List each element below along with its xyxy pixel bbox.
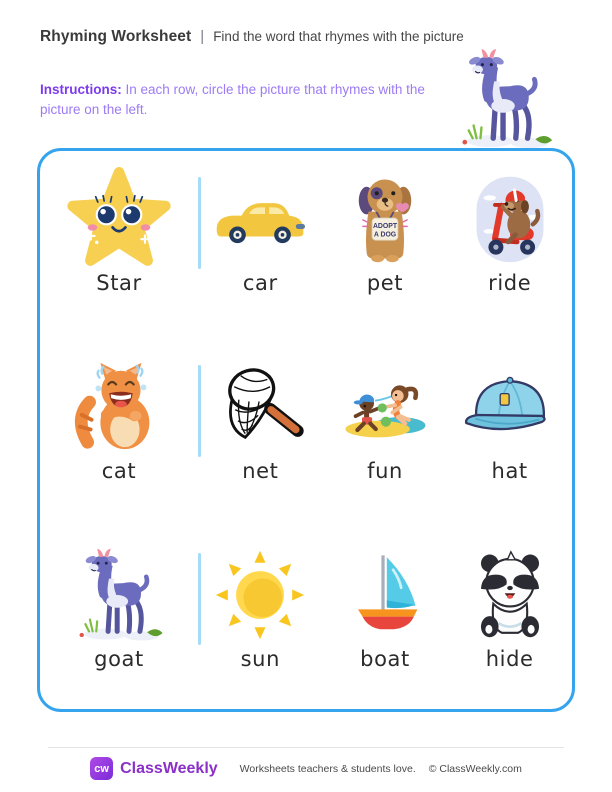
page-footer [48,747,564,780]
page-subtitle: Find the word that rhymes with the picture [213,29,464,44]
option-cell-hide[interactable] [447,549,572,715]
option-word: ride [488,271,532,295]
option-word: fun [367,459,403,483]
kids-playing-icon [339,368,431,446]
instructions-label: Instructions: [40,82,122,97]
instructions-text: In each row, circle the picture that rhymes with the picture on the left. [40,82,425,117]
option-cell-net[interactable] [198,361,323,527]
option-cell-sun[interactable] [198,549,323,715]
option-cell-ride[interactable] [447,173,572,339]
worksheet-grid [37,148,575,712]
rhyme-row-1 [40,151,572,339]
footer-copyright: © ClassWeekly.com [428,762,522,775]
rhyme-row-2 [40,339,572,527]
footer-tagline: Worksheets teachers & students love. [239,762,416,775]
prompt-cell-star [40,173,198,339]
svg-text:A DOG: A DOG [373,231,397,239]
svg-text:ADOPT: ADOPT [372,223,398,231]
butterfly-net-icon [214,361,306,453]
worksheet-header [40,28,464,46]
adopt-dog-icon [339,171,431,267]
cat-icon [70,358,168,456]
option-cell-fun[interactable] [323,361,448,527]
option-cell-boat[interactable] [323,549,448,715]
goat-icon [69,547,169,643]
instructions [40,80,435,119]
page-title: Rhyming Worksheet [40,28,192,45]
goat-illustration [438,48,572,150]
panda-hiding-icon [466,549,554,641]
prompt-word: Star [96,271,142,295]
car-icon [210,191,310,247]
row-divider [198,177,201,269]
prompt-cell-goat [40,549,198,715]
row-divider [198,365,201,457]
star-icon [66,166,172,272]
option-cell-hat[interactable] [447,361,572,527]
option-word: net [242,459,279,483]
sailboat-icon [340,550,430,640]
prompt-word: goat [94,647,144,671]
option-word: hat [491,459,528,483]
dog-scooter-icon [466,172,554,266]
rhyme-row-3 [40,527,572,715]
row-divider [198,553,201,645]
option-word: hide [485,647,534,671]
option-cell-car[interactable] [198,173,323,339]
prompt-cell-cat [40,361,198,527]
brand-name: ClassWeekly [120,759,218,777]
option-word: boat [360,647,410,671]
option-word: pet [366,271,404,295]
sun-icon [214,549,306,641]
title-separator: | [200,28,205,45]
option-word: sun [240,647,281,671]
option-word: car [242,271,278,295]
option-cell-pet[interactable] [323,173,448,339]
baseball-cap-icon [461,369,559,445]
classweekly-logo: cw [90,757,113,780]
prompt-word: cat [101,459,137,483]
